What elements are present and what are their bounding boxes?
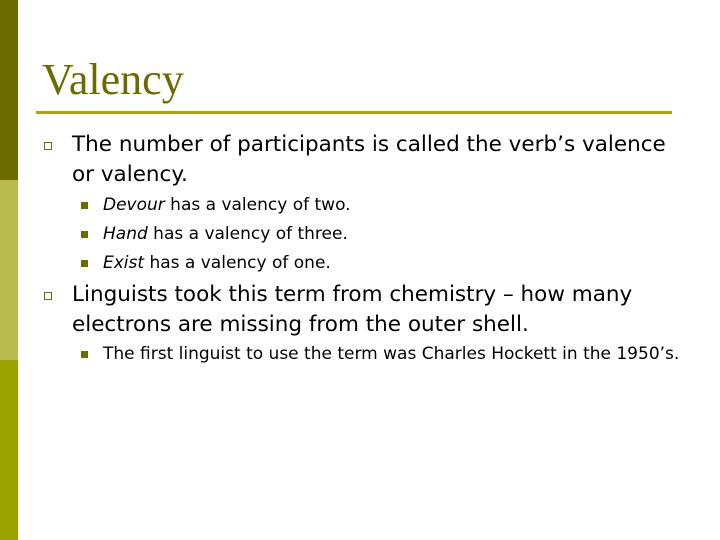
left-stripe-middle <box>0 180 18 360</box>
sub-bullet-square-icon <box>81 260 88 267</box>
bullet-text: The number of participants is called the verb’s valence or valency. <box>72 132 666 187</box>
verb-description: has a valency of one. <box>144 253 331 273</box>
bullet-square-icon <box>44 292 52 300</box>
sub-bullet-square-icon <box>81 202 88 209</box>
sub-bullet-text <box>103 193 683 218</box>
sub-bullet-text <box>103 222 683 247</box>
left-stripe-bottom <box>0 360 18 540</box>
sub-bullet-square-icon <box>81 351 88 358</box>
bullet-text: Linguists took this term from chemistry – how many electrons are missing from the outer shell. <box>72 282 633 337</box>
sub-bullet-text <box>103 251 683 276</box>
sub-bullet-text: The first linguist to use the term was Charles Hockett in the 1950’s. <box>103 344 680 364</box>
sub-bullet-square-icon <box>81 231 88 238</box>
verb-description: has a valency of three. <box>147 224 348 244</box>
verb-term: Hand <box>103 224 148 244</box>
title-underline <box>36 111 672 114</box>
verb-term: Exist <box>103 253 145 273</box>
left-stripe-top <box>0 0 18 180</box>
bullet-square-icon <box>44 142 52 150</box>
slide-title: Valency <box>42 55 184 104</box>
verb-description: has a valency of two. <box>164 195 351 215</box>
verb-term: Devour <box>103 195 165 215</box>
